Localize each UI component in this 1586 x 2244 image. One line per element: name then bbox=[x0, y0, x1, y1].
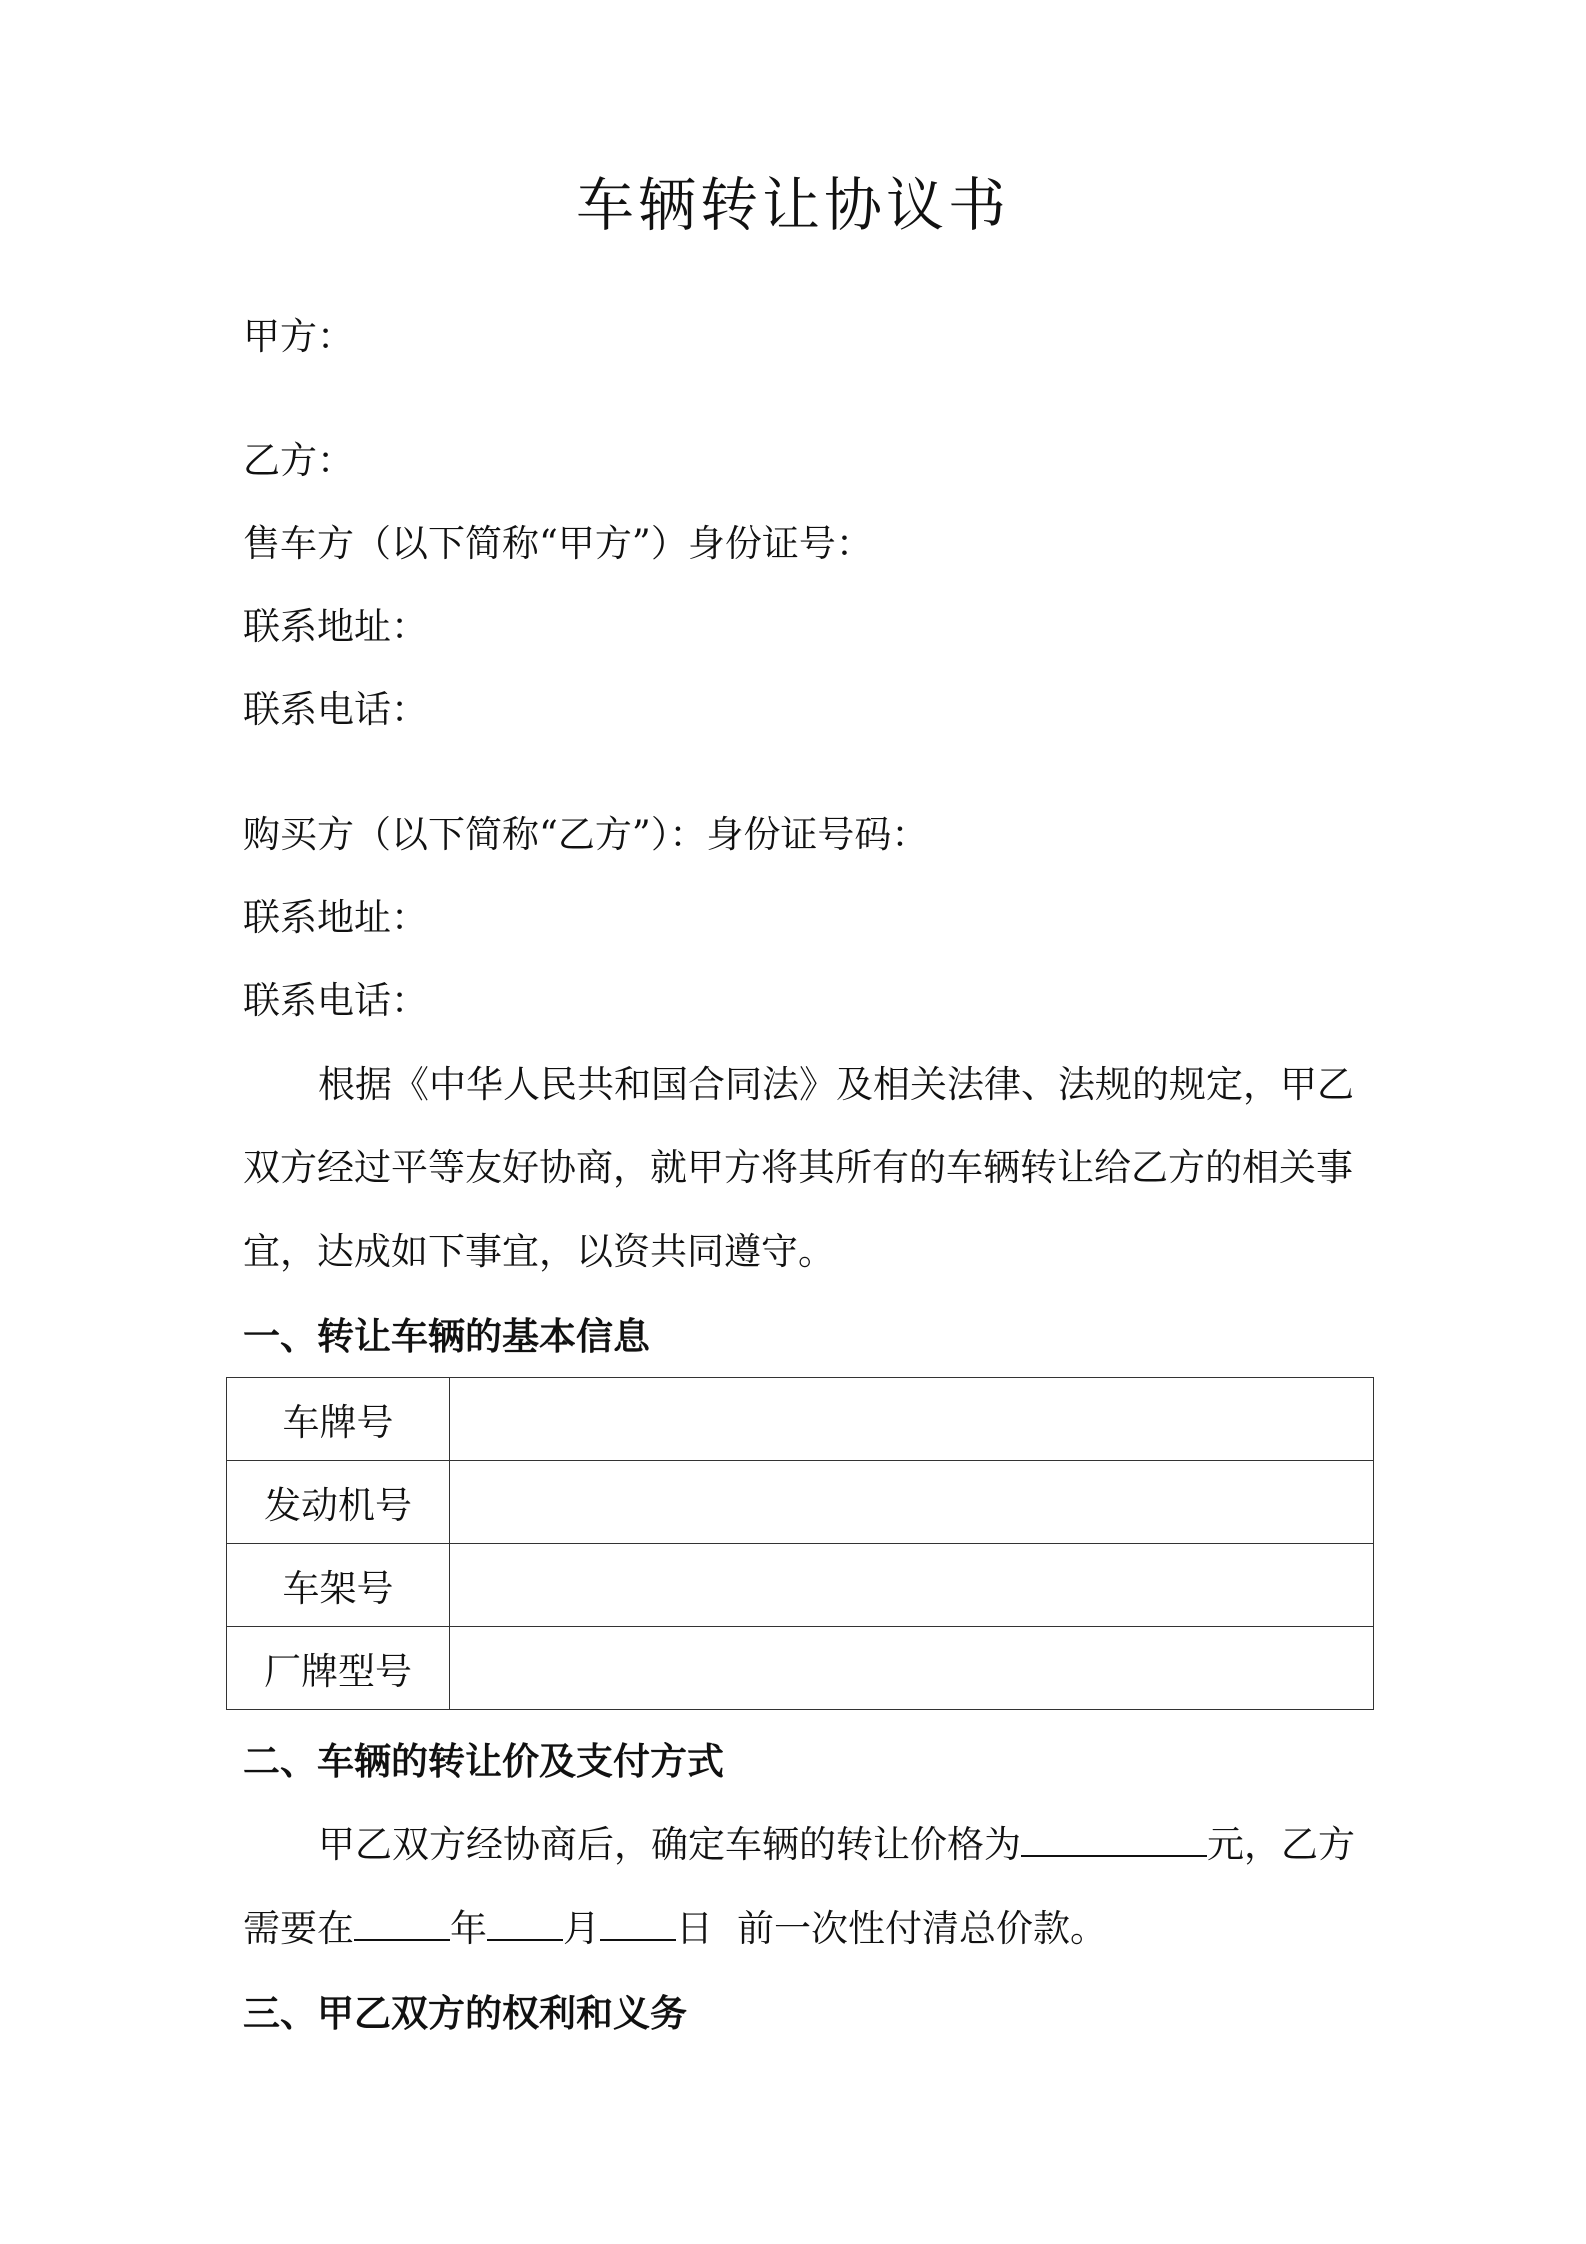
document-title: 车辆转让协议书 bbox=[575, 171, 1010, 239]
deadline-suffix: 前一次性付清总价款。 bbox=[737, 1907, 1107, 1950]
month-blank[interactable] bbox=[487, 1905, 563, 1941]
party-b-label: 乙方： bbox=[243, 439, 354, 482]
intro-paragraph-line: 双方经过平等友好协商，就甲方将其所有的车辆转让给乙方的相关事 bbox=[243, 1146, 1353, 1189]
price-text: 甲乙双方经协商后，确定车辆的转让价格为 bbox=[318, 1823, 1021, 1866]
table-row bbox=[227, 1627, 1374, 1710]
day-label: 日 bbox=[676, 1907, 713, 1950]
section-1-heading: 一、转让车辆的基本信息 bbox=[243, 1314, 650, 1358]
table-label-plate: 车牌号 bbox=[227, 1378, 450, 1461]
intro-paragraph-line: 根据《中华人民共和国合同法》及相关法律、法规的规定，甲乙 bbox=[318, 1063, 1354, 1106]
table-row bbox=[227, 1461, 1374, 1544]
buyer-address: 联系地址： bbox=[243, 896, 428, 939]
table-value-model[interactable] bbox=[450, 1627, 1374, 1710]
table-label-frame: 车架号 bbox=[227, 1544, 450, 1627]
table-value-engine[interactable] bbox=[450, 1461, 1374, 1544]
deadline-prefix: 需要在 bbox=[243, 1907, 354, 1950]
table-row bbox=[227, 1544, 1374, 1627]
table-label-model: 厂牌型号 bbox=[227, 1627, 450, 1710]
year-label: 年 bbox=[450, 1907, 487, 1950]
table-row bbox=[227, 1378, 1374, 1461]
section-3-heading: 三、甲乙双方的权利和义务 bbox=[243, 1991, 687, 2035]
buyer-phone: 联系电话： bbox=[243, 979, 428, 1022]
vehicle-info-table bbox=[226, 1377, 1374, 1710]
seller-address: 联系地址： bbox=[243, 605, 428, 648]
price-blank[interactable] bbox=[1021, 1821, 1207, 1857]
price-line-2 bbox=[243, 1904, 1107, 1954]
buyer-id-line: 购买方（以下简称“乙方”）：身份证号码： bbox=[243, 813, 929, 856]
day-blank[interactable] bbox=[600, 1905, 676, 1941]
month-label: 月 bbox=[563, 1907, 600, 1950]
table-label-engine: 发动机号 bbox=[227, 1461, 450, 1544]
seller-id-line: 售车方（以下简称“甲方”）身份证号： bbox=[243, 522, 873, 565]
year-blank[interactable] bbox=[354, 1905, 450, 1941]
party-a-label: 甲方： bbox=[243, 315, 354, 358]
table-value-plate[interactable] bbox=[450, 1378, 1374, 1461]
table-value-frame[interactable] bbox=[450, 1544, 1374, 1627]
section-2-heading: 二、车辆的转让价及支付方式 bbox=[243, 1739, 724, 1783]
price-line-1 bbox=[318, 1820, 1355, 1870]
intro-paragraph-line: 宜，达成如下事宜，以资共同遵守。 bbox=[243, 1230, 835, 1273]
seller-phone: 联系电话： bbox=[243, 688, 428, 731]
price-suffix: 元，乙方 bbox=[1207, 1823, 1355, 1866]
